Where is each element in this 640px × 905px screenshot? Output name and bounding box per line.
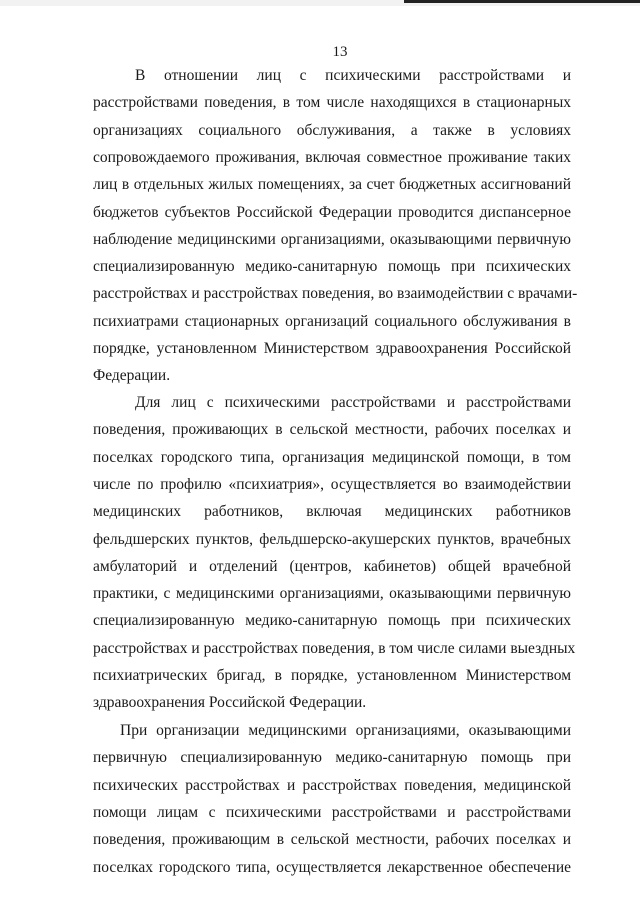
paragraph-2-line: амбулаторий и отделений (центров, кабинетов) общей врачебной — [93, 557, 571, 575]
paragraph-1-line: наблюдение медицинскими организациями, оказывающими первичную — [93, 230, 571, 248]
paragraph-3-line: психических расстройствах и расстройствах поведения, медицинской — [93, 776, 571, 794]
paragraph-2-line: специализированную медико-санитарную помощь при психических — [93, 612, 571, 630]
paragraph-1-line: Федерации. — [93, 367, 171, 385]
paragraph-2-line: поведения, проживающих в сельской местности, рабочих поселках и — [93, 421, 571, 439]
paragraph-1-line: психиатрами стационарных организаций социального обслуживания в — [93, 312, 571, 330]
paragraph-1-line: организациях социального обслуживания, а также в условиях — [93, 121, 571, 139]
paragraph-2-line: числе по профилю «психиатрия», осуществляется во взаимодействии — [93, 475, 571, 493]
paragraph-2-line: фельдшерских пунктов, фельдшерско-акушерских пунктов, врачебных — [93, 530, 571, 548]
paragraph-3-line: поселках городского типа, осуществляется лекарственное обеспечение — [93, 858, 571, 876]
paragraph-1-line: порядке, установленном Министерством здравоохранения Российской — [93, 340, 571, 357]
paragraph-1-line: сопровождаемого проживания, включая совместное проживание таких — [93, 148, 571, 166]
page-number: 13 — [332, 44, 348, 60]
top-scan-mark — [404, 0, 640, 3]
paragraph-1-line: расстройствах и расстройствах поведения, во взаимодействии с врачами- — [93, 285, 578, 303]
paragraph-3-line: помощи лицам с психическими расстройствами и расстройствами — [93, 803, 571, 821]
paragraph-2-line: психиатрических бригад, в порядке, установленном Министерством — [93, 667, 571, 684]
paragraph-1-line: бюджетов субъектов Российской Федерации проводится диспансерное — [93, 203, 571, 221]
paragraph-1-line: лиц в отдельных жилых помещениях, за счет бюджетных ассигнований — [93, 176, 571, 194]
paragraph-1-line: В отношении лиц с психическими расстройствами и — [135, 67, 571, 84]
paragraph-1-line: расстройствами поведения, в том числе находящихся в стационарных — [93, 94, 571, 112]
paragraph-3-line: поведения, проживающим в сельской местности, рабочих поселках и — [93, 831, 571, 849]
paragraph-2-line: поселках городского типа, организация медицинской помощи, в том — [93, 448, 571, 466]
paragraph-3-line: первичную специализированную медико-санитарную помощь при — [93, 749, 571, 767]
paragraph-2-line: медицинских работников, включая медицинских работников — [93, 503, 571, 521]
paragraph-3-line: При организации медицинскими организациями, оказывающими — [120, 722, 571, 739]
paragraph-2-line: практики, с медицинскими организациями, оказывающими первичную — [93, 585, 571, 603]
paragraph-1-line: специализированную медико-санитарную помощь при психических — [93, 258, 571, 276]
paragraph-2-line: здравоохранения Российской Федерации. — [93, 694, 367, 712]
paragraph-2-line: Для лиц с психическими расстройствами и расстройствами — [135, 394, 571, 411]
paragraph-2-line: расстройствах и расстройствах поведения, в том числе силами выездных — [93, 639, 576, 657]
